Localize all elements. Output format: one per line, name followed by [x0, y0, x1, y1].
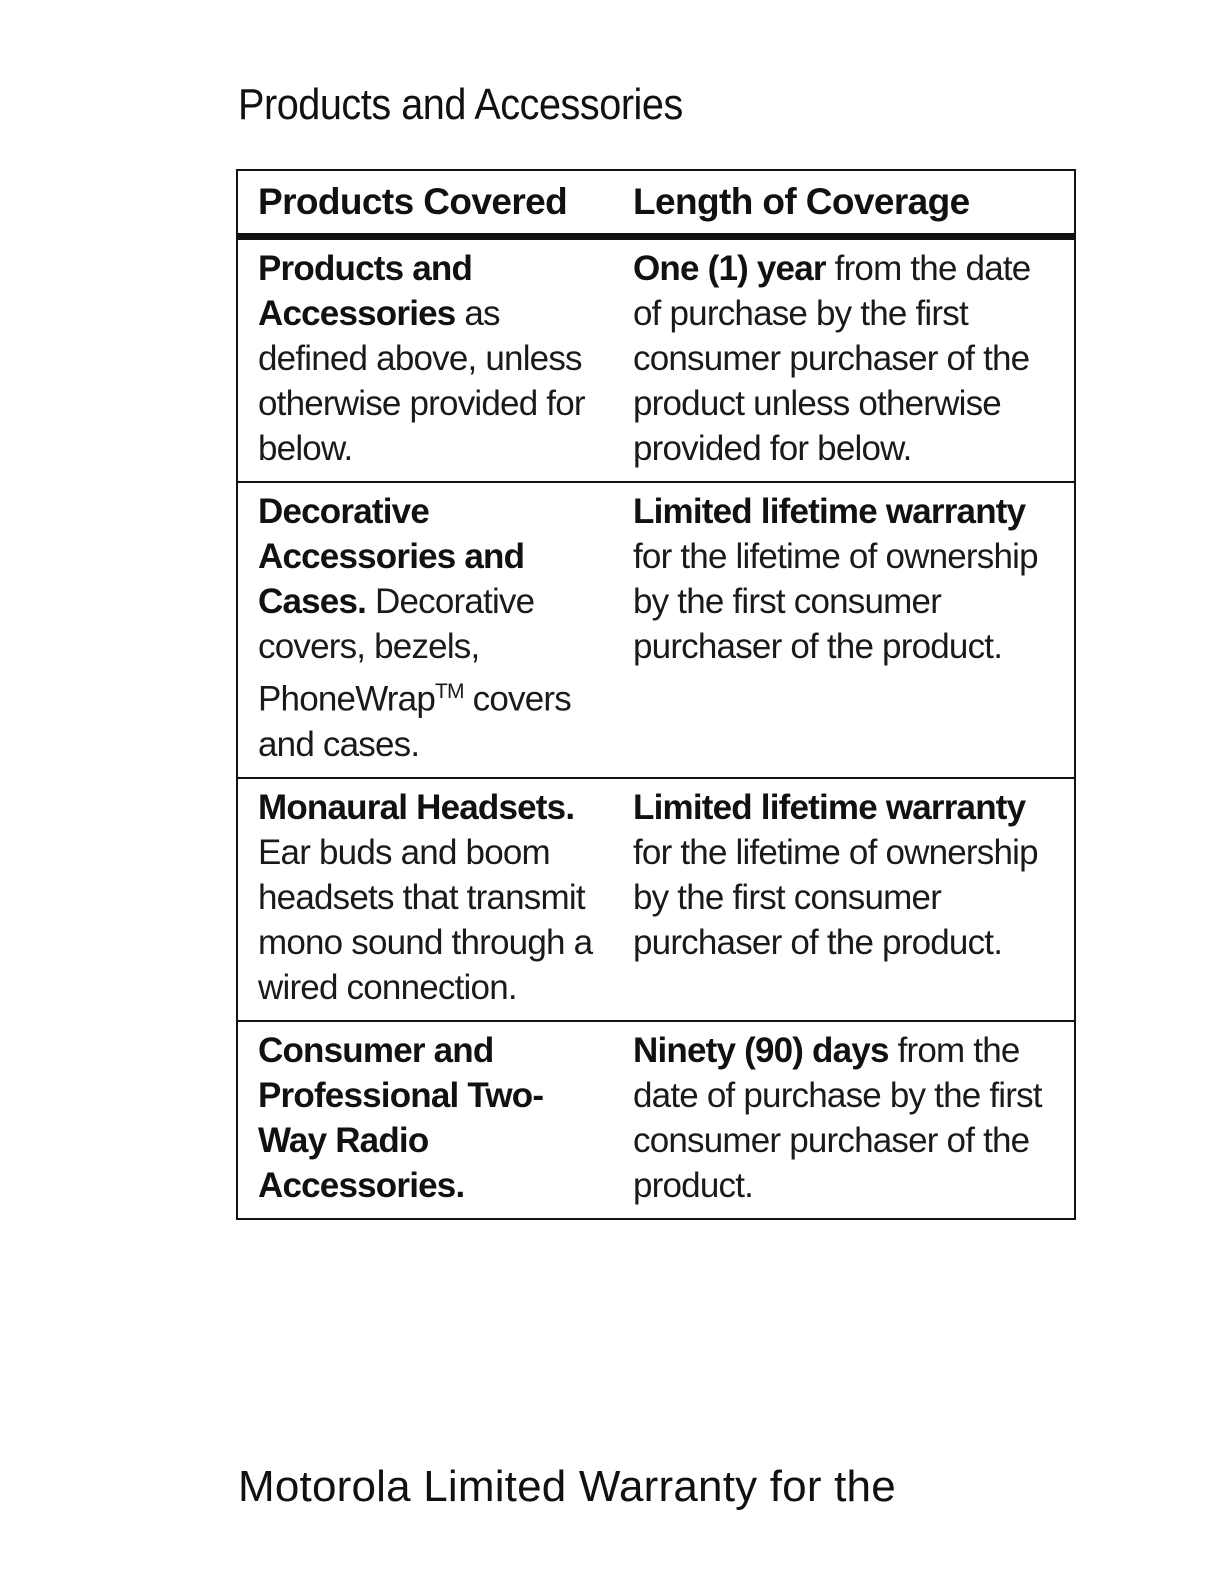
- product-description-continued: covers and cases.: [258, 679, 571, 764]
- coverage-description: from the date of purchase by the first consumer purchaser of the product unless otherwise provided for below.: [633, 249, 1031, 468]
- product-name: Products and Accessories: [258, 249, 473, 333]
- coverage-cell: [613, 237, 1075, 483]
- footer-heading: Motorola Limited Warranty for the: [238, 1462, 896, 1511]
- section-title: Products and Accessories: [238, 80, 683, 129]
- coverage-term: Limited lifetime warranty: [633, 492, 1026, 531]
- product-description: Ear buds and boom headsets that transmit mono sound through a wired connection.: [258, 832, 593, 1007]
- coverage-term: Limited lifetime warranty: [633, 787, 1026, 827]
- coverage-cell: [613, 1021, 1075, 1219]
- table-row: [237, 482, 1075, 778]
- product-name: Monaural Headsets.: [258, 787, 575, 827]
- coverage-description: from the date of purchase by the first consumer purchaser of the product.: [633, 1030, 1042, 1205]
- length-of-coverage-header: Length of Coverage: [613, 170, 1075, 237]
- warranty-coverage-table: [236, 169, 1076, 1220]
- coverage-term: Ninety (90) days: [633, 1030, 889, 1070]
- coverage-cell: [613, 482, 1075, 778]
- table-row: [237, 237, 1075, 483]
- product-description: as defined above, unless otherwise provided for below.: [258, 294, 585, 468]
- product-cell: [237, 237, 613, 483]
- product-cell: [237, 1021, 613, 1219]
- product-name: Consumer and Professional Two-Way Radio Accessories.: [258, 1030, 544, 1205]
- product-cell: [237, 778, 613, 1021]
- coverage-description: for the lifetime of ownership by the first consumer purchaser of the product.: [633, 537, 1038, 666]
- coverage-description: for the lifetime of ownership by the first consumer purchaser of the product.: [633, 832, 1038, 962]
- product-name: Decorative Accessories and Cases.: [258, 492, 525, 621]
- coverage-term: One (1) year: [633, 249, 826, 288]
- table-header-row: [237, 170, 1075, 237]
- table-row: [237, 1021, 1075, 1219]
- products-covered-header: Products Covered: [237, 170, 613, 237]
- product-cell: [237, 482, 613, 778]
- coverage-cell: [613, 778, 1075, 1021]
- trademark-mark: TM: [435, 680, 464, 703]
- product-description: Decorative covers, bezels, PhoneWrap: [258, 582, 535, 719]
- table-row: [237, 778, 1075, 1021]
